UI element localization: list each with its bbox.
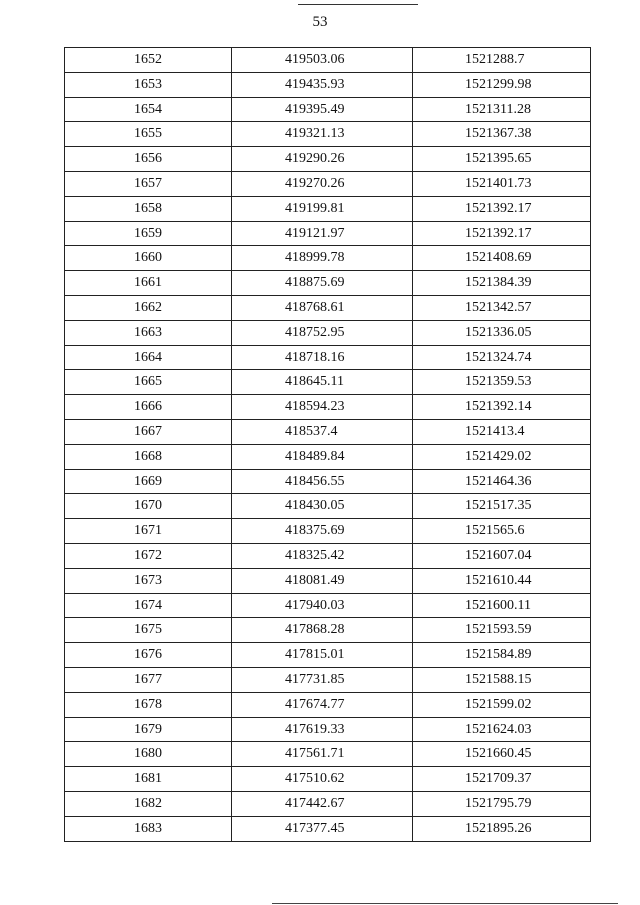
y-coordinate-cell: 1521464.36 [413,469,591,494]
y-coordinate-cell: 1521401.73 [413,171,591,196]
point-number-cell: 1660 [65,246,232,271]
point-number-cell: 1670 [65,494,232,519]
table-row [65,320,591,345]
table-row [65,196,591,221]
point-number-cell: 1683 [65,816,232,841]
x-coordinate-cell: 418375.69 [232,519,413,544]
point-number-cell: 1678 [65,692,232,717]
point-number-cell: 1662 [65,295,232,320]
point-number-cell: 1655 [65,122,232,147]
table-row [65,97,591,122]
table-row [65,295,591,320]
table-row [65,271,591,296]
point-number-cell: 1659 [65,221,232,246]
point-number-cell: 1681 [65,767,232,792]
y-coordinate-cell: 1521392.14 [413,395,591,420]
x-coordinate-cell: 418594.23 [232,395,413,420]
y-coordinate-cell: 1521392.17 [413,221,591,246]
x-coordinate-cell: 418489.84 [232,444,413,469]
y-coordinate-cell: 1521299.98 [413,72,591,97]
x-coordinate-cell: 417731.85 [232,667,413,692]
page-number: 53 [312,14,328,30]
x-coordinate-cell: 417940.03 [232,593,413,618]
x-coordinate-cell: 419321.13 [232,122,413,147]
table-row [65,147,591,172]
x-coordinate-cell: 418081.49 [232,568,413,593]
y-coordinate-cell: 1521600.11 [413,593,591,618]
table-row [65,791,591,816]
x-coordinate-cell: 417619.33 [232,717,413,742]
table-row [65,742,591,767]
x-coordinate-cell: 418875.69 [232,271,413,296]
coordinates-table [64,47,591,842]
x-coordinate-cell: 418768.61 [232,295,413,320]
table-row [65,667,591,692]
point-number-cell: 1669 [65,469,232,494]
table-row [65,543,591,568]
x-coordinate-cell: 417815.01 [232,643,413,668]
table-row [65,395,591,420]
y-coordinate-cell: 1521895.26 [413,816,591,841]
bottom-rule [272,903,618,904]
point-number-cell: 1654 [65,97,232,122]
y-coordinate-cell: 1521359.53 [413,370,591,395]
point-number-cell: 1658 [65,196,232,221]
y-coordinate-cell: 1521517.35 [413,494,591,519]
point-number-cell: 1677 [65,667,232,692]
x-coordinate-cell: 419270.26 [232,171,413,196]
x-coordinate-cell: 419199.81 [232,196,413,221]
y-coordinate-cell: 1521392.17 [413,196,591,221]
x-coordinate-cell: 419503.06 [232,48,413,73]
table-row [65,246,591,271]
table-row [65,345,591,370]
x-coordinate-cell: 417674.77 [232,692,413,717]
point-number-cell: 1671 [65,519,232,544]
table-row [65,419,591,444]
y-coordinate-cell: 1521367.38 [413,122,591,147]
point-number-cell: 1680 [65,742,232,767]
table-row [65,519,591,544]
point-number-cell: 1657 [65,171,232,196]
x-coordinate-cell: 418999.78 [232,246,413,271]
y-coordinate-cell: 1521413.4 [413,419,591,444]
x-coordinate-cell: 419435.93 [232,72,413,97]
y-coordinate-cell: 1521607.04 [413,543,591,568]
y-coordinate-cell: 1521395.65 [413,147,591,172]
point-number-cell: 1665 [65,370,232,395]
point-number-cell: 1652 [65,48,232,73]
y-coordinate-cell: 1521599.02 [413,692,591,717]
table-row [65,568,591,593]
table-row [65,643,591,668]
y-coordinate-cell: 1521624.03 [413,717,591,742]
x-coordinate-cell: 419290.26 [232,147,413,172]
table-row [65,767,591,792]
point-number-cell: 1667 [65,419,232,444]
point-number-cell: 1664 [65,345,232,370]
point-number-cell: 1674 [65,593,232,618]
x-coordinate-cell: 417442.67 [232,791,413,816]
y-coordinate-cell: 1521324.74 [413,345,591,370]
y-coordinate-cell: 1521660.45 [413,742,591,767]
table-row [65,494,591,519]
point-number-cell: 1668 [65,444,232,469]
table-row [65,48,591,73]
x-coordinate-cell: 417510.62 [232,767,413,792]
y-coordinate-cell: 1521342.57 [413,295,591,320]
y-coordinate-cell: 1521584.89 [413,643,591,668]
point-number-cell: 1661 [65,271,232,296]
y-coordinate-cell: 1521384.39 [413,271,591,296]
table-row [65,469,591,494]
table-row [65,72,591,97]
y-coordinate-cell: 1521408.69 [413,246,591,271]
y-coordinate-cell: 1521588.15 [413,667,591,692]
x-coordinate-cell: 419395.49 [232,97,413,122]
y-coordinate-cell: 1521593.59 [413,618,591,643]
point-number-cell: 1656 [65,147,232,172]
x-coordinate-cell: 418537.4 [232,419,413,444]
table-row [65,444,591,469]
y-coordinate-cell: 1521336.05 [413,320,591,345]
table-row [65,221,591,246]
y-coordinate-cell: 1521311.28 [413,97,591,122]
y-coordinate-cell: 1521709.37 [413,767,591,792]
table-row [65,692,591,717]
table-row [65,717,591,742]
point-number-cell: 1682 [65,791,232,816]
point-number-cell: 1666 [65,395,232,420]
x-coordinate-cell: 418718.16 [232,345,413,370]
y-coordinate-cell: 1521795.79 [413,791,591,816]
x-coordinate-cell: 418645.11 [232,370,413,395]
x-coordinate-cell: 419121.97 [232,221,413,246]
x-coordinate-cell: 417561.71 [232,742,413,767]
table-row [65,370,591,395]
x-coordinate-cell: 418456.55 [232,469,413,494]
point-number-cell: 1679 [65,717,232,742]
y-coordinate-cell: 1521610.44 [413,568,591,593]
coordinates-table-body [65,48,591,842]
point-number-cell: 1653 [65,72,232,97]
x-coordinate-cell: 417377.45 [232,816,413,841]
table-row [65,171,591,196]
x-coordinate-cell: 418325.42 [232,543,413,568]
table-row [65,122,591,147]
x-coordinate-cell: 418430.05 [232,494,413,519]
table-row [65,618,591,643]
x-coordinate-cell: 417868.28 [232,618,413,643]
y-coordinate-cell: 1521429.02 [413,444,591,469]
top-rule [298,4,418,5]
y-coordinate-cell: 1521288.7 [413,48,591,73]
point-number-cell: 1673 [65,568,232,593]
point-number-cell: 1663 [65,320,232,345]
point-number-cell: 1676 [65,643,232,668]
point-number-cell: 1675 [65,618,232,643]
table-row [65,593,591,618]
y-coordinate-cell: 1521565.6 [413,519,591,544]
table-row [65,816,591,841]
x-coordinate-cell: 418752.95 [232,320,413,345]
point-number-cell: 1672 [65,543,232,568]
